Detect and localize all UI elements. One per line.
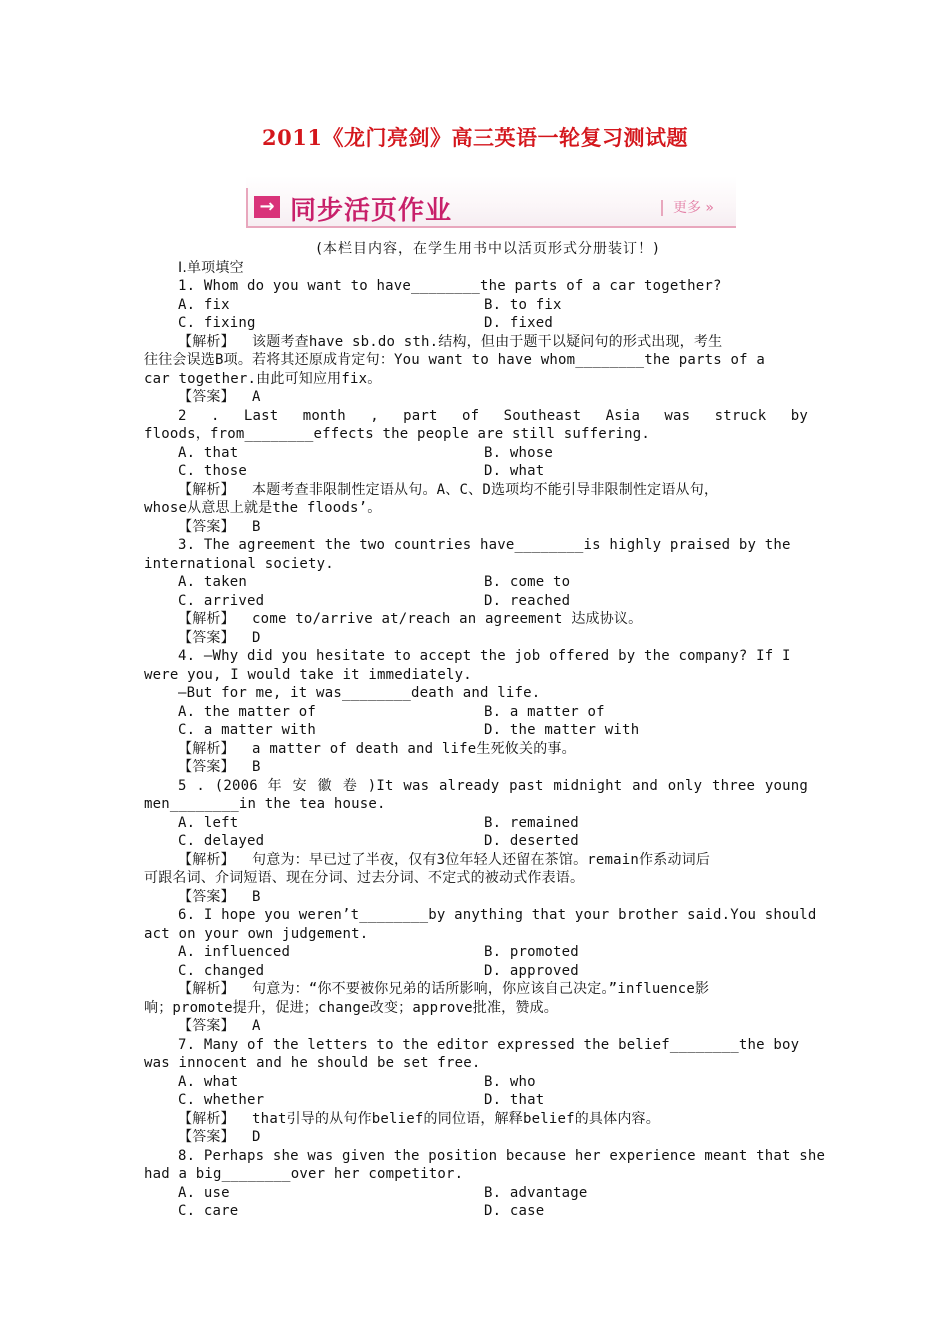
- answer: 【答案】 A: [178, 1018, 261, 1034]
- option-c: C. care: [178, 1203, 239, 1219]
- explanation: 【解析】 句意为：“你不要被你兄弟的话所影响，你应该自己决定。”influence影: [178, 981, 710, 997]
- option-b: B. promoted: [484, 944, 579, 960]
- binding-note: (本栏目内容，在学生用书中以活页形式分册装订！): [316, 241, 660, 257]
- option-c: C. changed: [178, 962, 265, 979]
- option-a: A. taken: [178, 574, 248, 590]
- option-d: D. case: [484, 1203, 545, 1219]
- question-8: 8. Perhaps she was given the position because her experience meant that she: [178, 1147, 826, 1164]
- question-3: 3. The agreement the two countries have________is highly praised by the: [178, 537, 791, 553]
- option-d: D. deserted: [484, 833, 579, 849]
- option-a: A. left: [178, 814, 239, 831]
- question-4-cont: were you, I would take it immediately.: [144, 666, 472, 683]
- option-c: C. fixing: [178, 315, 256, 331]
- options-row: [144, 1202, 808, 1221]
- question-2-cont: floods，from________effects the people are still suffering.: [144, 426, 651, 442]
- banner-title: 同步活页作业: [290, 196, 453, 226]
- options-row: [144, 703, 808, 722]
- answer: 【答案】 D: [178, 1129, 261, 1145]
- option-d: D. that: [484, 1092, 545, 1108]
- explanation: 【解析】 come to/arrive at/reach an agreement 达成协议。: [178, 611, 643, 627]
- option-b: B. come to: [484, 574, 571, 590]
- option-d: D. fixed: [484, 315, 554, 331]
- options-row: [144, 943, 808, 962]
- option-a: A. fix: [178, 296, 230, 313]
- options-row: [144, 721, 808, 740]
- option-b: B. to fix: [484, 296, 562, 313]
- explanation: 【解析】 本题考查非限制性定语从句。A、C、D选项均不能引导非限制性定语从句，: [178, 481, 719, 498]
- question-8-cont: had a big________over her competitor.: [144, 1166, 464, 1182]
- explanation: 往往会误选B项。若将其还原成肯定句：You want to have whom________the parts of a: [144, 352, 766, 368]
- options-row: [144, 462, 808, 481]
- question-6-cont: act on your own judgement.: [144, 925, 369, 942]
- option-b: B. whose: [484, 444, 554, 461]
- option-b: B. remained: [484, 814, 579, 831]
- answer: 【答案】 B: [178, 518, 261, 535]
- explanation: 【解析】 a matter of death and life生死攸关的事。: [178, 740, 576, 757]
- options-row: [144, 814, 808, 833]
- more-link[interactable]: 更多 »: [661, 200, 714, 216]
- options-row: [144, 1073, 808, 1092]
- banner-left-bar: [246, 188, 248, 228]
- question-7: 7. Many of the letters to the editor expressed the belief________the boy: [178, 1036, 800, 1053]
- option-c: C. arrived: [178, 592, 265, 609]
- option-d: D. the matter with: [484, 722, 640, 738]
- answer: 【答案】 B: [178, 759, 261, 775]
- section-banner: [246, 176, 736, 228]
- explanation: whose从意思上就是the floods’。: [144, 500, 382, 516]
- option-b: B. advantage: [484, 1184, 588, 1201]
- options-row: [144, 444, 808, 463]
- question-5: 5 . (2006 年 安 徽 卷 )It was already past midnight and only three young: [178, 777, 808, 794]
- explanation: car together.由此可知应用fix。: [144, 370, 382, 387]
- question-5-cont: men________in the tea house.: [144, 796, 386, 812]
- explanation: 【解析】 句意为：早已过了半夜，仅有3位年轻人还留在茶馆。remain作系动词后: [178, 851, 711, 868]
- document-title: 2011《龙门亮剑》高三英语一轮复习测试题: [262, 125, 688, 150]
- options-row: [144, 573, 808, 592]
- option-d: D. reached: [484, 592, 571, 609]
- explanation: 响；promote提升，促进；change改变；approve批准，赞成。: [144, 999, 558, 1016]
- option-a: A. that: [178, 444, 239, 461]
- option-c: C. those: [178, 463, 248, 479]
- document-body: [144, 240, 826, 1221]
- option-a: A. the matter of: [178, 703, 317, 720]
- options-row: [144, 314, 808, 333]
- arrow-right-icon: →: [254, 196, 280, 218]
- option-a: A. influenced: [178, 944, 291, 960]
- question-3-cont: international society.: [144, 555, 334, 572]
- question-6: 6. I hope you weren’t________by anything that your brother said.You should: [178, 907, 817, 923]
- option-c: C. a matter with: [178, 722, 317, 738]
- question-7-cont: was innocent and he should be set free.: [144, 1055, 481, 1071]
- option-c: C. whether: [178, 1092, 265, 1108]
- option-a: A. what: [178, 1073, 239, 1090]
- question-1: 1. Whom do you want to have________the parts of a car together?: [178, 278, 722, 294]
- answer: 【答案】 A: [178, 389, 261, 405]
- question-4-cont: —But for me, it was________death and life.: [178, 685, 541, 701]
- question-2: 2 . Last month , part of Southeast Asia was struck by: [178, 407, 808, 424]
- explanation: 【解析】 该题考查have sb.do sth.结构，但由于题干以疑问句的形式出现，考生: [178, 333, 723, 350]
- option-d: D. what: [484, 463, 545, 479]
- options-row: [144, 832, 808, 851]
- options-row: [144, 962, 808, 981]
- option-b: B. a matter of: [484, 703, 605, 720]
- option-c: C. delayed: [178, 833, 265, 849]
- options-row: [144, 1091, 808, 1110]
- explanation: 可跟名词、介词短语、现在分词、过去分词、不定式的被动式作表语。: [144, 870, 585, 886]
- option-d: D. approved: [484, 962, 579, 979]
- options-row: [144, 592, 808, 611]
- question-4: 4. —Why did you hesitate to accept the job offered by the company? If I: [178, 648, 791, 664]
- option-b: B. who: [484, 1073, 536, 1090]
- answer: 【答案】 B: [178, 888, 261, 905]
- option-a: A. use: [178, 1184, 230, 1201]
- explanation: 【解析】 that引导的从句作belief的同位语，解释belief的具体内容。: [178, 1110, 660, 1127]
- options-row: [144, 296, 808, 315]
- options-row: [144, 1184, 808, 1203]
- section-heading: Ⅰ.单项填空: [178, 259, 244, 276]
- answer: 【答案】 D: [178, 629, 261, 646]
